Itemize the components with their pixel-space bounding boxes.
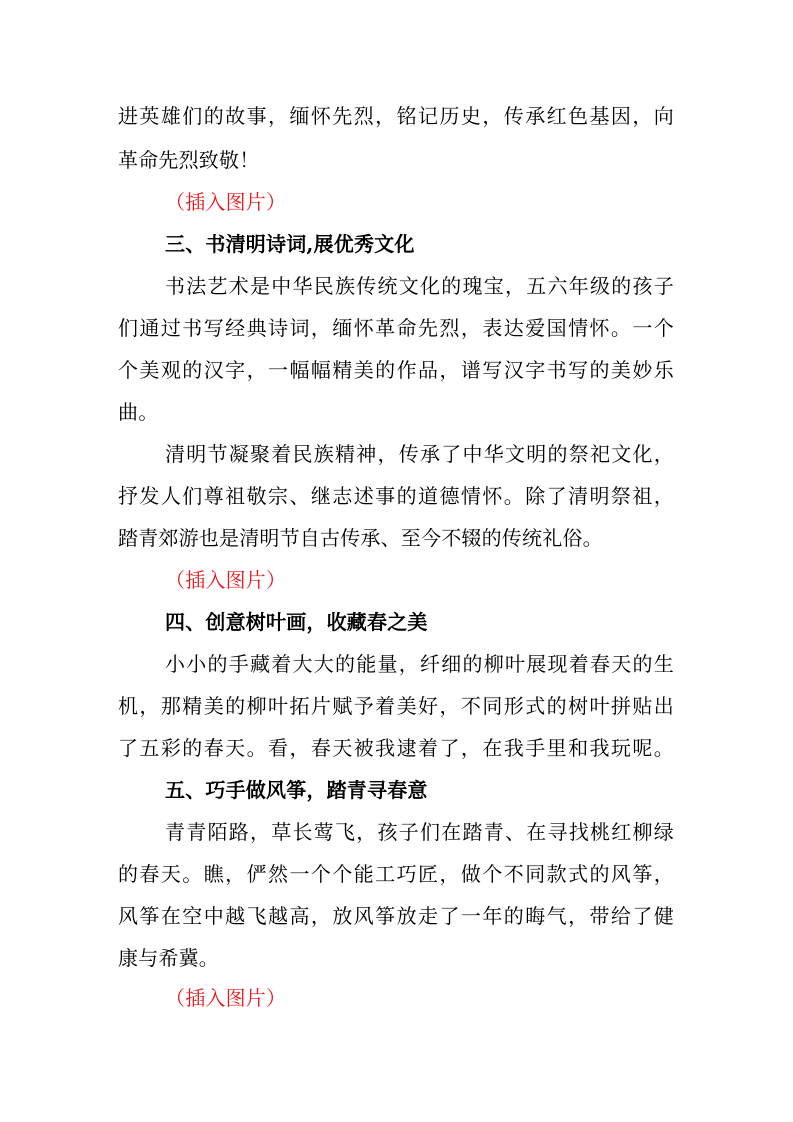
paragraph-line: 曲。 — [118, 400, 159, 424]
paragraph-line: 康与希冀。 — [118, 946, 219, 970]
paragraph-line: 们通过书写经典诗词，缅怀革命先烈，表达爱国情怀。一个 — [118, 316, 674, 340]
paragraph-line: 机，那精美的柳叶拓片赋予着美好，不同形式的树叶拼贴出 — [118, 694, 674, 718]
paragraph-line: 个美观的汉字，一幅幅精美的作品，谱写汉字书写的美妙乐 — [118, 358, 674, 382]
section-heading: 五、巧手做风筝，踏青寻春意 — [165, 778, 428, 802]
insert-image-placeholder: （插入图片） — [165, 568, 287, 592]
paragraph-line: 风筝在空中越飞越高，放风筝放走了一年的晦气，带给了健 — [118, 904, 674, 928]
insert-image-placeholder: （插入图片） — [165, 190, 287, 214]
paragraph-line: 抒发人们尊祖敬宗、继志述事的道德情怀。除了清明祭祖， — [118, 484, 674, 508]
paragraph-line: 进英雄们的故事，缅怀先烈，铭记历史，传承红色基因，向 — [118, 104, 674, 128]
paragraph-line: 青青陌路，草长莺飞，孩子们在踏青、在寻找桃红柳绿 — [165, 820, 674, 844]
paragraph-line: 革命先烈致敬！ — [118, 148, 260, 172]
paragraph-line: 的春天。瞧，俨然一个个能工巧匠，做个不同款式的风筝， — [118, 862, 674, 886]
paragraph-line: 书法艺术是中华民族传统文化的瑰宝，五六年级的孩子 — [165, 274, 674, 298]
paragraph-line: 小小的手藏着大大的能量，纤细的柳叶展现着春天的生 — [165, 652, 674, 676]
insert-image-placeholder: （插入图片） — [165, 986, 287, 1010]
section-heading: 四、创意树叶画，收藏春之美 — [165, 610, 428, 634]
paragraph-line: 清明节凝聚着民族精神，传承了中华文明的祭祀文化， — [165, 442, 674, 466]
paragraph-line: 踏青郊游也是清明节自古传承、至今不辍的传统礼俗。 — [118, 526, 603, 550]
paragraph-line: 了五彩的春天。看，春天被我逮着了，在我手里和我玩呢。 — [118, 736, 674, 760]
section-heading: 三、书清明诗词,展优秀文化 — [165, 232, 415, 256]
